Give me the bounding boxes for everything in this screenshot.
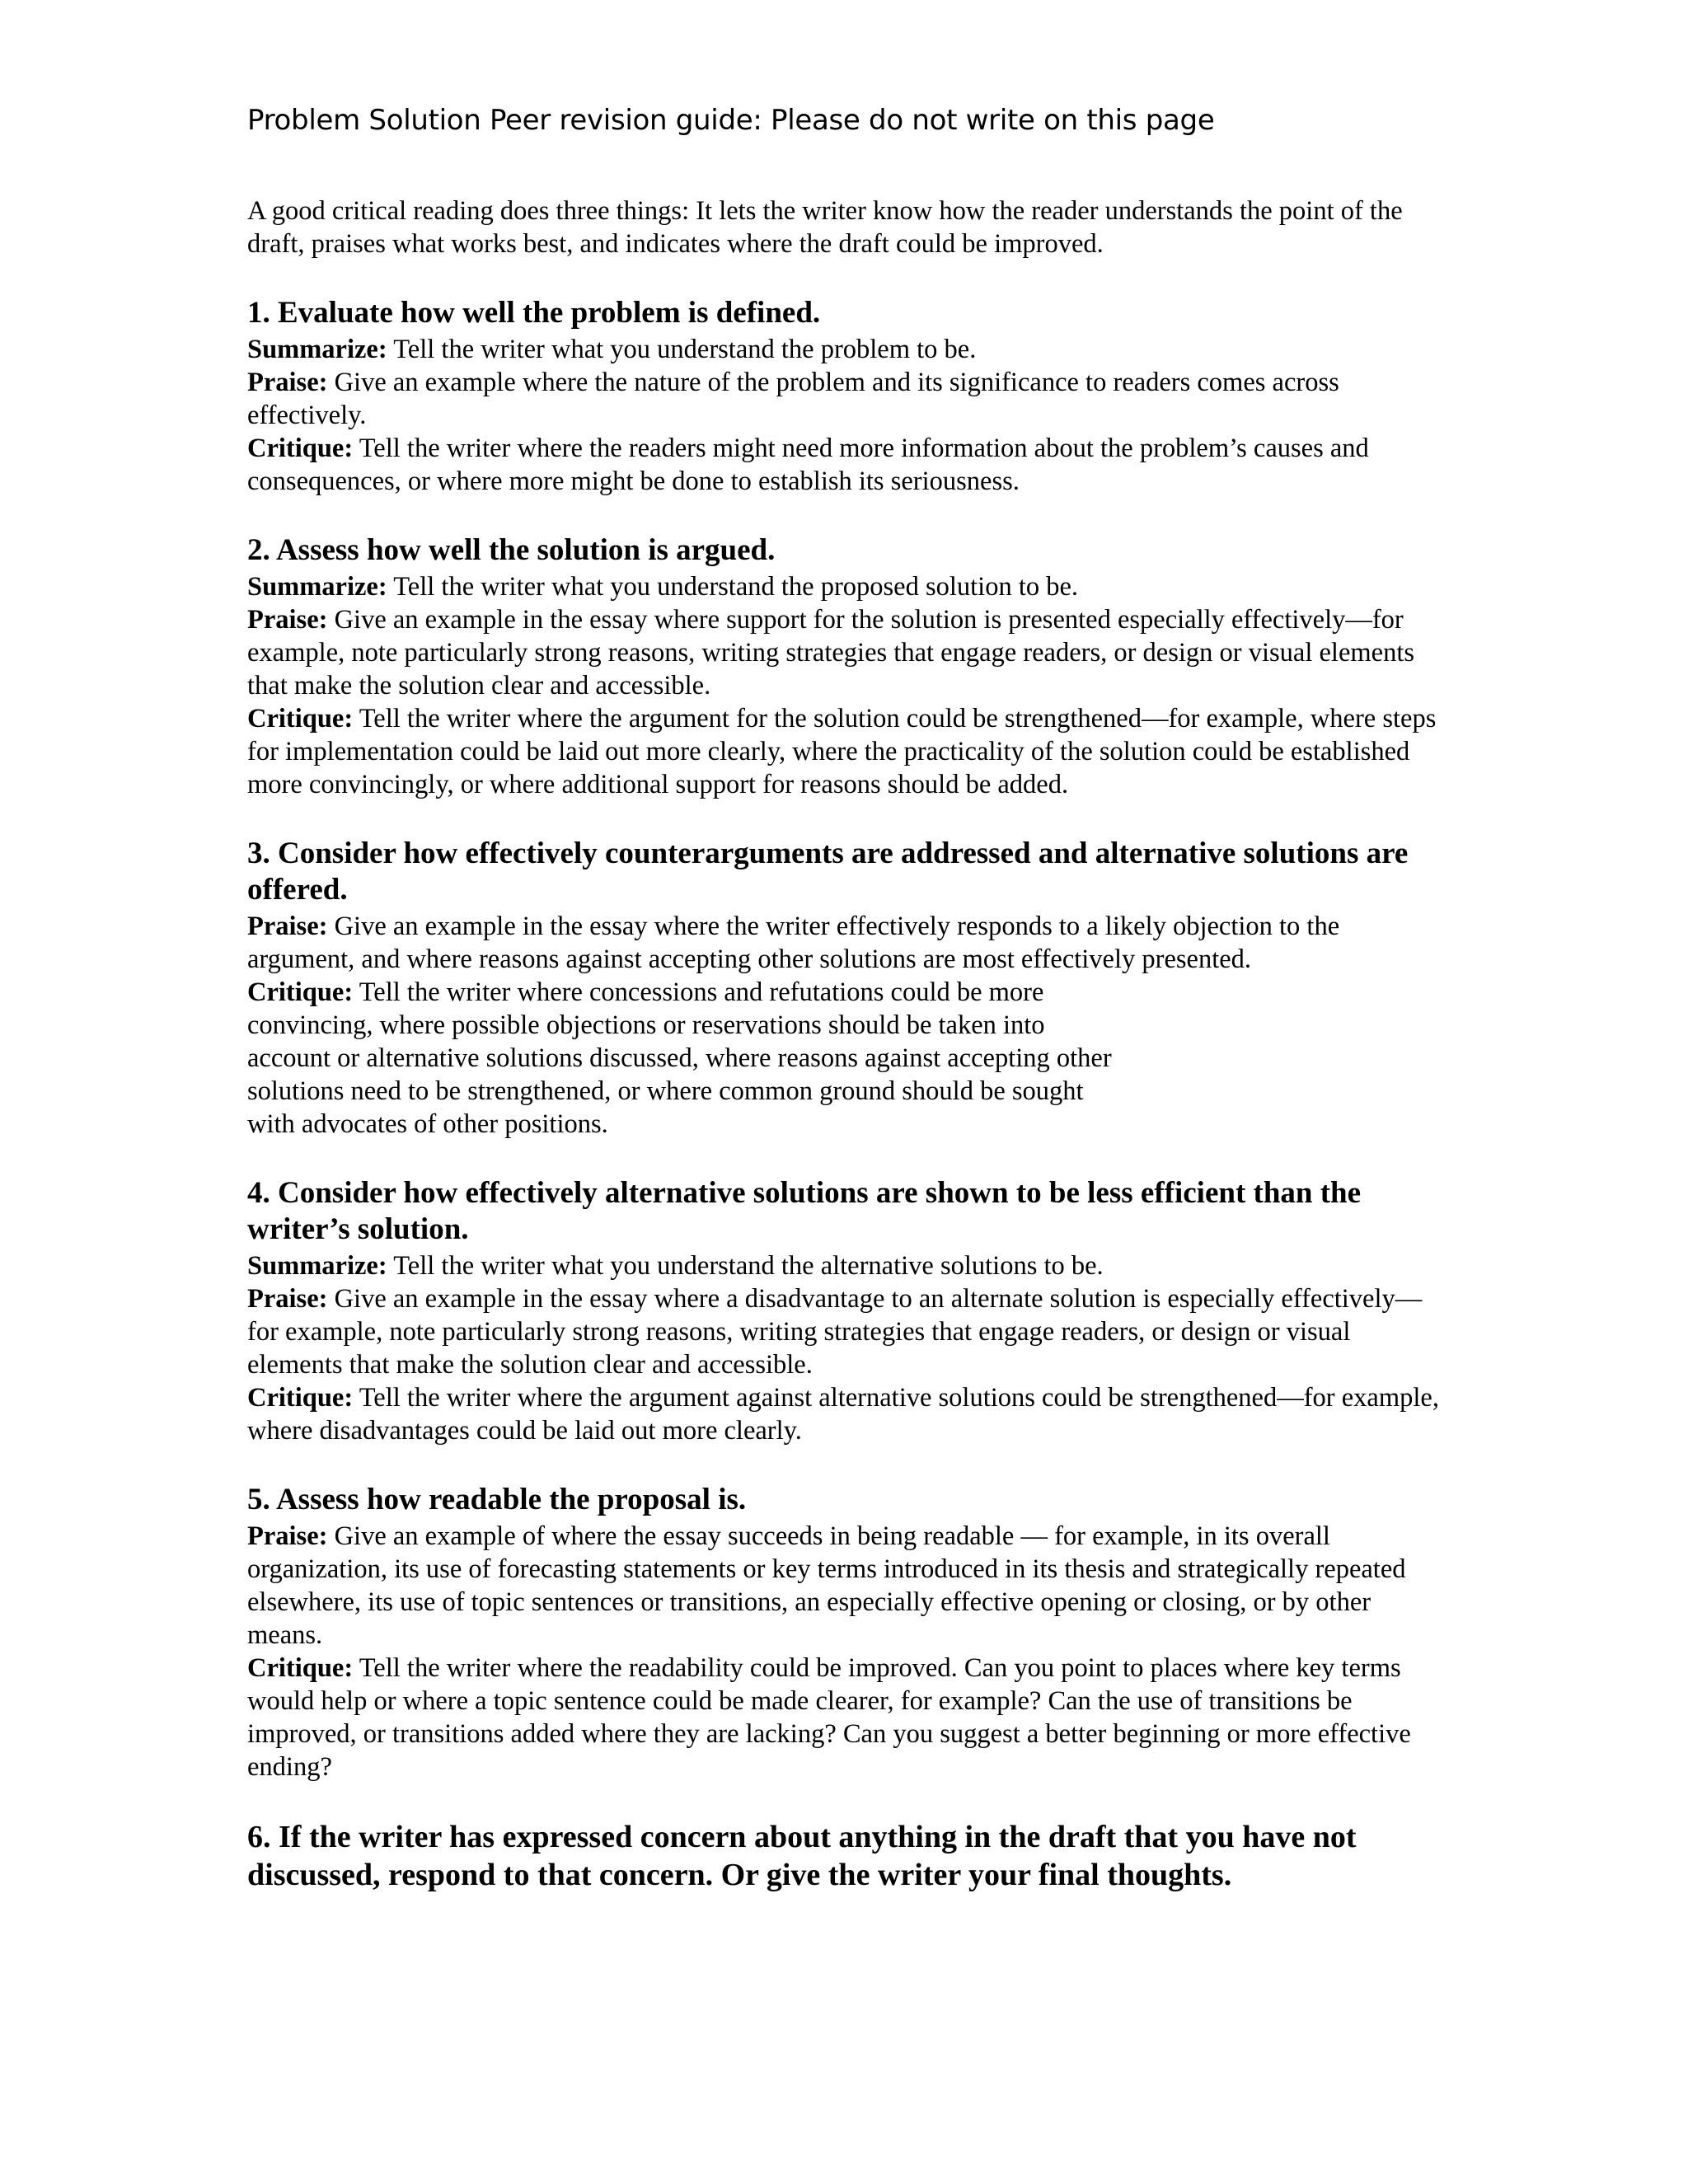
item-label: Praise: <box>247 605 328 635</box>
section-heading: 3. Consider how effectively counterarguments are addressed and alternative solutions are offered. <box>247 837 1409 907</box>
item-label: Praise: <box>247 912 328 941</box>
item-text: Tell the writer where the argument against alternative solutions could be strengthened—for example, where disadvantages could be laid out more clearly. <box>247 1383 1439 1446</box>
item-text: Tell the writer where concessions and refutations could be more convincing, where possible objections or reservations should be taken into account or alternative solutions discussed, where reasons against accepting other solutions need to be strengthened, or where common ground should be sought with advocates of other positions. <box>247 977 1112 1139</box>
item-label: Critique: <box>247 977 354 1007</box>
item-label: Praise: <box>247 368 328 397</box>
item-label: Praise: <box>247 1521 328 1551</box>
critique-item <box>247 1381 1441 1447</box>
item-text: Give an example in the essay where the writer effectively responds to a likely objection to the argument, and where reasons against accepting other solutions are most effectively presented. <box>247 912 1340 974</box>
section-heading: 2. Assess how well the solution is argued. <box>247 533 776 567</box>
item-label: Critique: <box>247 1383 354 1413</box>
item-text: Tell the writer what you understand the proposed solution to be. <box>387 572 1079 602</box>
section-1 <box>247 295 1441 498</box>
item-text: Give an example in the essay where support for the solution is presented especially effectively—for example, note particularly strong reasons, writing strategies that engage readers, or design or visual elements that make the solution clear and accessible. <box>247 605 1415 701</box>
document-title: Problem Solution Peer revision guide: Please do not write on this page <box>247 104 1215 137</box>
item-text: Tell the writer what you understand the alternative solutions to be. <box>387 1251 1104 1281</box>
section-3 <box>247 836 1441 1141</box>
section-heading: 6. If the writer has expressed concern about anything in the draft that you have not discussed, respond to that concern. Or give the writer your final thoughts. <box>247 1820 1357 1892</box>
item-text: Give an example in the essay where a disadvantage to an alternate solution is especially effectively—for example, note particularly strong reasons, writing strategies that engage readers, or design or visual elements that make the solution clear and accessible. <box>247 1284 1423 1380</box>
summarize-item <box>247 1249 1441 1282</box>
section-5 <box>247 1482 1441 1783</box>
summarize-item <box>247 333 1441 366</box>
critique-item <box>247 702 1441 801</box>
praise-item <box>247 1282 1441 1381</box>
item-label: Summarize: <box>247 1251 387 1281</box>
section-heading: 1. Evaluate how well the problem is defined. <box>247 296 821 330</box>
item-text: Give an example where the nature of the problem and its significance to readers comes across effectively. <box>247 368 1339 430</box>
praise-item <box>247 366 1441 432</box>
critique-item <box>247 1652 1441 1783</box>
intro-paragraph: A good critical reading does three things: It lets the writer know how the reader understands the point of the draft, praises what works best, and indicates where the draft could be improved. <box>247 196 1403 259</box>
item-text: Tell the writer where the argument for the solution could be strengthened—for example, where steps for implementation could be laid out more clearly, where the practicality of the solution could be established more convincingly, or where additional support for reasons should be added. <box>247 704 1437 799</box>
praise-item <box>247 1520 1441 1652</box>
item-text: Tell the writer where the readers might need more information about the problem’s causes and consequences, or where more might be done to establish its seriousness. <box>247 434 1369 496</box>
section-heading: 5. Assess how readable the proposal is. <box>247 1483 747 1516</box>
document-page <box>247 101 1441 1896</box>
item-label: Summarize: <box>247 335 387 364</box>
praise-item <box>247 603 1441 702</box>
summarize-item <box>247 570 1441 603</box>
item-label: Critique: <box>247 704 354 733</box>
item-label: Summarize: <box>247 572 387 602</box>
item-label: Critique: <box>247 1653 354 1683</box>
section-2 <box>247 532 1441 801</box>
item-label: Praise: <box>247 1284 328 1314</box>
item-label: Critique: <box>247 434 354 463</box>
praise-item <box>247 910 1441 976</box>
section-6 <box>247 1818 1441 1894</box>
item-text: Give an example of where the essay succeeds in being readable — for example, in its overall organization, its use of forecasting statements or key terms introduced in its thesis and strategically repeated elsewhere, its use of topic sentences or transitions, an especially effective opening or closing, or by other means. <box>247 1521 1406 1650</box>
section-heading: 4. Consider how effectively alternative solutions are shown to be less efficient than the writer’s solution. <box>247 1176 1362 1246</box>
section-4 <box>247 1175 1441 1447</box>
item-text: Tell the writer what you understand the problem to be. <box>387 335 977 364</box>
item-text: Tell the writer where the readability could be improved. Can you point to places where key terms would help or where a topic sentence could be made clearer, for example? Can the use of transitions be improved, or transitions added where they are lacking? Can you suggest a better beginning or more effective ending? <box>247 1653 1411 1782</box>
critique-item <box>247 976 1121 1141</box>
critique-item <box>247 432 1441 498</box>
